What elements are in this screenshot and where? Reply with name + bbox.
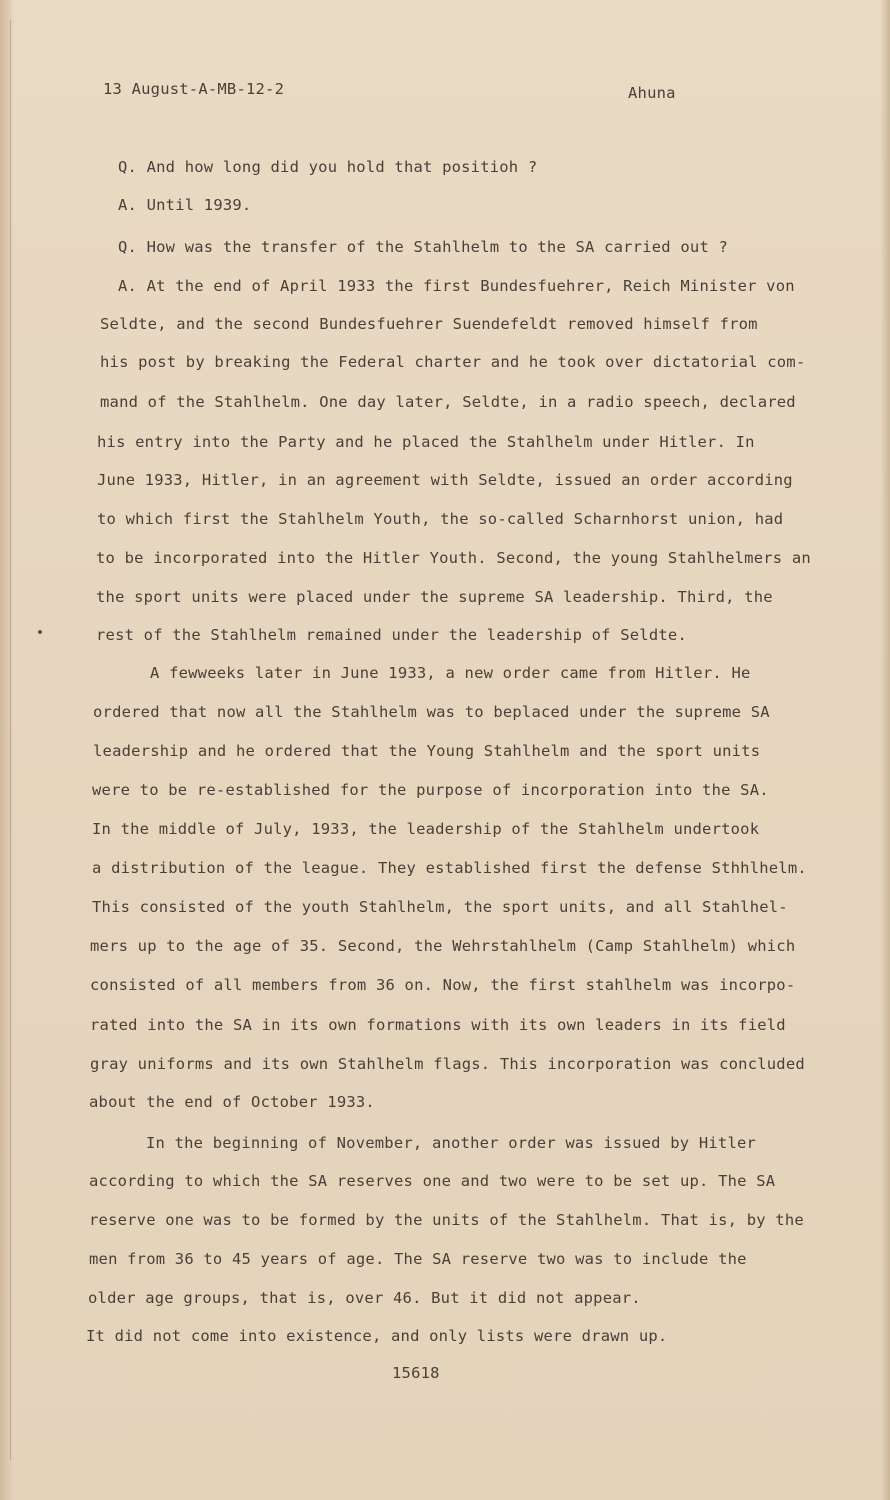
text-line: Q. How was the transfer of the Stahlhelm to the SA carried out ? [118, 238, 729, 256]
text-line: In the beginning of November, another order was issued by Hitler [146, 1134, 757, 1152]
page-number: 15618 [392, 1364, 440, 1382]
page-left-edge [0, 0, 14, 1500]
text-line: consisted of all members from 36 on. Now, the first stahlhelm was incorpo- [90, 976, 796, 994]
text-line: A fewweeks later in June 1933, a new order came from Hitler. He [150, 664, 751, 682]
text-line: to which first the Stahlhelm Youth, the so-called Scharnhorst union, had [97, 510, 784, 528]
witness-name: Ahuna [628, 84, 676, 102]
text-line: rated into the SA in its own formations with its own leaders in its field [90, 1016, 786, 1034]
text-line: In the middle of July, 1933, the leadership of the Stahlhelm undertook [92, 820, 760, 838]
text-line: ordered that now all the Stahlhelm was to beplaced under the supreme SA [93, 703, 770, 721]
text-line: Seldte, and the second Bundesfuehrer Suendefeldt removed himself from [100, 315, 758, 333]
text-line: to be incorporated into the Hitler Youth. Second, the young Stahlhelmers an [96, 549, 811, 567]
text-line: older age groups, that is, over 46. But it did not appear. [88, 1289, 641, 1307]
text-line: leadership and he ordered that the Young Stahlhelm and the sport units [93, 742, 761, 760]
text-line: were to be re-established for the purpose of incorporation into the SA. [92, 781, 769, 799]
text-line: A. At the end of April 1933 the first Bundesfuehrer, Reich Minister von [118, 277, 795, 295]
text-line: mand of the Stahlhelm. One day later, Seldte, in a radio speech, declared [100, 393, 796, 411]
text-line: a distribution of the league. They established first the defense Sthhlhelm. [92, 859, 807, 877]
text-line: according to which the SA reserves one and two were to be set up. The SA [89, 1172, 776, 1190]
text-line: about the end of October 1933. [89, 1093, 375, 1111]
margin-rule [10, 20, 11, 1460]
text-line: his post by breaking the Federal charter and he took over dictatorial com- [100, 353, 806, 371]
margin-dot [38, 630, 42, 634]
text-line: This consisted of the youth Stahlhelm, the sport units, and all Stahlhel- [92, 898, 788, 916]
text-line: June 1933, Hitler, in an agreement with Seldte, issued an order according [97, 471, 793, 489]
text-line: gray uniforms and its own Stahlhelm flags. This incorporation was concluded [90, 1055, 805, 1073]
text-line: rest of the Stahlhelm remained under the leadership of Seldte. [96, 626, 687, 644]
text-line: his entry into the Party and he placed the Stahlhelm under Hitler. In [97, 433, 755, 451]
text-line: Q. And how long did you hold that positioh ? [118, 158, 538, 176]
document-reference: 13 August-A-MB-12-2 [103, 80, 285, 98]
text-line: reserve one was to be formed by the units of the Stahlhelm. That is, by the [89, 1211, 804, 1229]
text-line: A. Until 1939. [118, 196, 252, 214]
text-line: men from 36 to 45 years of age. The SA reserve two was to include the [89, 1250, 747, 1268]
page-right-edge [880, 0, 890, 1500]
text-line: It did not come into existence, and only lists were drawn up. [86, 1327, 668, 1345]
text-line: mers up to the age of 35. Second, the Wehrstahlhelm (Camp Stahlhelm) which [90, 937, 796, 955]
text-line: the sport units were placed under the supreme SA leadership. Third, the [96, 588, 773, 606]
